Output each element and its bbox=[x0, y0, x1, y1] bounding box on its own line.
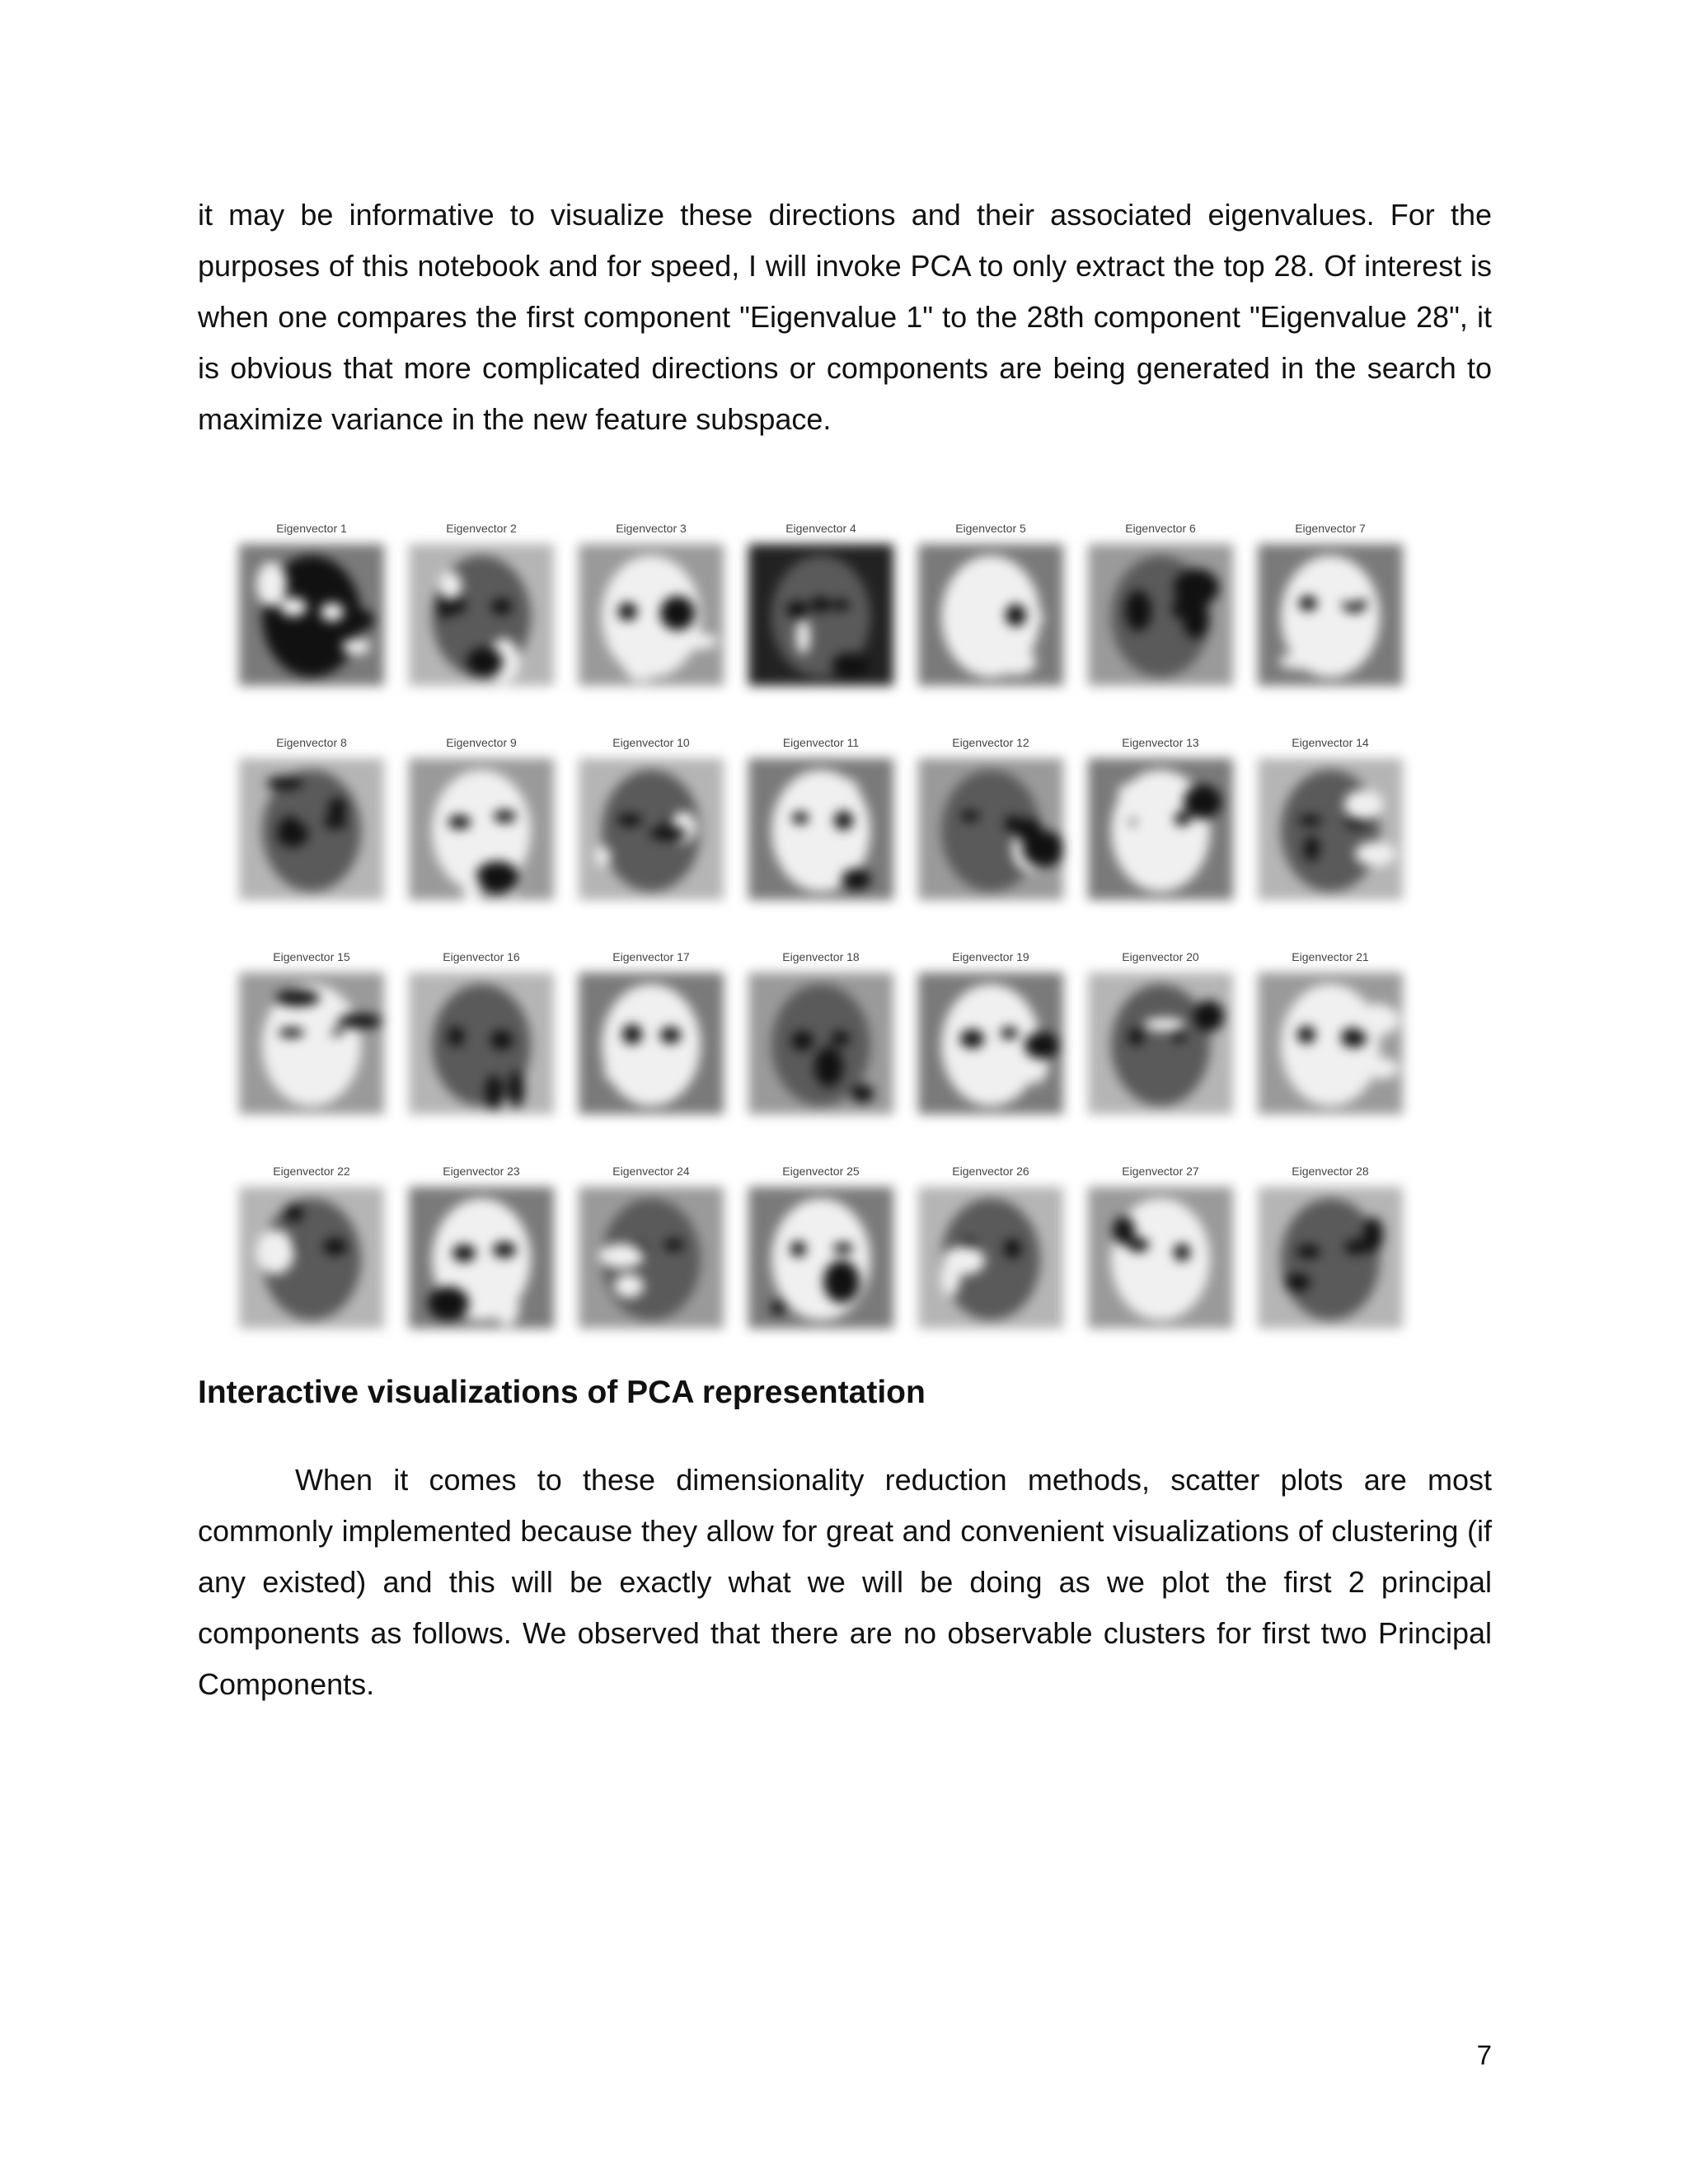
eigenface-image bbox=[1088, 1187, 1233, 1329]
eigenface-label: Eigenvector 8 bbox=[276, 736, 347, 749]
paragraph-scatter-plots: When it comes to these dimensionality reduction methods, scatter plots are most commonly implemented because they allow for great and convenient visualizations of clustering (if any existed) and this will be exactly what we will be doing as we plot the first 2 principal components as follows. We observed that there are no observable clusters for first two Principal Components. bbox=[198, 1463, 1492, 1701]
eigenface-tile bbox=[918, 733, 1063, 752]
eigenface-image bbox=[579, 972, 724, 1114]
eigenface-tile bbox=[579, 1162, 724, 1180]
eigenface-tile bbox=[579, 519, 724, 537]
eigenface-image bbox=[918, 972, 1063, 1114]
eigenface-image bbox=[579, 544, 724, 686]
eigenface-tile bbox=[579, 733, 724, 752]
eigenface-label: Eigenvector 13 bbox=[1122, 736, 1199, 749]
eigenface-label: Eigenvector 11 bbox=[782, 736, 860, 749]
eigenface-label: Eigenvector 19 bbox=[952, 950, 1029, 963]
eigenface-image bbox=[1258, 758, 1403, 900]
eigenface-image bbox=[579, 758, 724, 900]
eigenface-label: Eigenvector 2 bbox=[446, 522, 517, 535]
eigenface-image bbox=[409, 1187, 554, 1329]
eigenface-label: Eigenvector 15 bbox=[273, 950, 350, 963]
eigenface-tile bbox=[239, 519, 384, 537]
eigenface-image bbox=[1088, 972, 1233, 1114]
eigenface-label: Eigenvector 24 bbox=[612, 1165, 690, 1178]
eigenface-tile bbox=[239, 1162, 384, 1180]
eigenface-label: Eigenvector 26 bbox=[952, 1165, 1029, 1178]
eigenface-label: Eigenvector 10 bbox=[612, 736, 690, 749]
eigenface-tile bbox=[1088, 519, 1233, 537]
paragraph-eigenvalues-intro: it may be informative to visualize these directions and their associated eigenvalues. For the purposes of this notebook and for speed, I will invoke PCA to only extract the top 28. Of interest is when one compares the first component "Eigenvalue 1" to the 28th component "Eigenvalue 28", it is obvious that more complicated directions or components are being generated in the search to maximize variance in the new feature subspace. bbox=[198, 198, 1492, 436]
eigenface-label: Eigenvector 25 bbox=[782, 1165, 860, 1178]
eigenface-label: Eigenvector 20 bbox=[1122, 950, 1199, 963]
eigenface-image bbox=[409, 972, 554, 1114]
eigenface-label: Eigenvector 5 bbox=[955, 522, 1026, 535]
eigenface-image bbox=[748, 972, 893, 1114]
eigenface-tile bbox=[748, 1162, 893, 1180]
eigenface-tile bbox=[409, 1162, 554, 1180]
eigenface-label: Eigenvector 7 bbox=[1295, 522, 1366, 535]
eigenface-label: Eigenvector 14 bbox=[1292, 736, 1369, 749]
section-heading: Interactive visualizations of PCA representation bbox=[198, 1375, 926, 1410]
eigenface-tile bbox=[579, 948, 724, 966]
eigenface-tile bbox=[239, 948, 384, 966]
eigenface-tile bbox=[748, 733, 893, 752]
page-number: 7 bbox=[1476, 2040, 1492, 2070]
eigenface-tile bbox=[1258, 948, 1403, 966]
eigenface-image bbox=[1258, 1187, 1403, 1329]
eigenface-tile bbox=[918, 1162, 1063, 1180]
eigenface-image bbox=[918, 1187, 1063, 1329]
eigenface-tile bbox=[1258, 519, 1403, 537]
eigenface-tile bbox=[748, 948, 893, 966]
eigenface-tile bbox=[409, 948, 554, 966]
eigenface-tile bbox=[1088, 948, 1233, 966]
eigenface-image bbox=[748, 1187, 893, 1329]
eigenface-image bbox=[579, 1187, 724, 1329]
eigenface-label: Eigenvector 1 bbox=[276, 522, 347, 535]
eigenface-label: Eigenvector 9 bbox=[446, 736, 517, 749]
eigenface-label: Eigenvector 6 bbox=[1125, 522, 1196, 535]
eigenface-tile bbox=[1258, 1162, 1403, 1180]
eigenface-label: Eigenvector 27 bbox=[1122, 1165, 1199, 1178]
eigenface-label: Eigenvector 28 bbox=[1292, 1165, 1369, 1178]
eigenface-label: Eigenvector 12 bbox=[952, 736, 1029, 749]
eigenface-label: Eigenvector 3 bbox=[616, 522, 687, 535]
eigenface-image bbox=[409, 758, 554, 900]
eigenface-label: Eigenvector 16 bbox=[443, 950, 520, 963]
eigenface-image bbox=[1258, 544, 1403, 686]
eigenface-image bbox=[239, 972, 384, 1114]
eigenface-tile bbox=[918, 948, 1063, 966]
eigenface-image bbox=[918, 758, 1063, 900]
eigenface-tile bbox=[409, 733, 554, 752]
eigenface-image bbox=[239, 758, 384, 900]
eigenface-image bbox=[918, 544, 1063, 686]
eigenface-grid-figure bbox=[239, 519, 1451, 1343]
eigenface-tile bbox=[748, 519, 893, 537]
eigenface-tile bbox=[1258, 733, 1403, 752]
eigenface-tile bbox=[1088, 1162, 1233, 1180]
eigenface-label: Eigenvector 22 bbox=[273, 1165, 350, 1178]
eigenface-tile bbox=[1088, 733, 1233, 752]
eigenface-image bbox=[1088, 758, 1233, 900]
eigenface-label: Eigenvector 23 bbox=[443, 1165, 520, 1178]
eigenface-image bbox=[748, 758, 893, 900]
eigenface-image bbox=[409, 544, 554, 686]
eigenface-image bbox=[748, 544, 893, 686]
eigenface-label: Eigenvector 18 bbox=[782, 950, 860, 963]
eigenface-image bbox=[239, 544, 384, 686]
eigenface-label: Eigenvector 17 bbox=[612, 950, 690, 963]
eigenface-tile bbox=[239, 733, 384, 752]
eigenface-tile bbox=[409, 519, 554, 537]
eigenface-label: Eigenvector 21 bbox=[1292, 950, 1369, 963]
eigenface-tile bbox=[918, 519, 1063, 537]
eigenface-image bbox=[1088, 544, 1233, 686]
eigenface-image bbox=[1258, 972, 1403, 1114]
eigenface-label: Eigenvector 4 bbox=[785, 522, 856, 535]
eigenface-image bbox=[239, 1187, 384, 1329]
